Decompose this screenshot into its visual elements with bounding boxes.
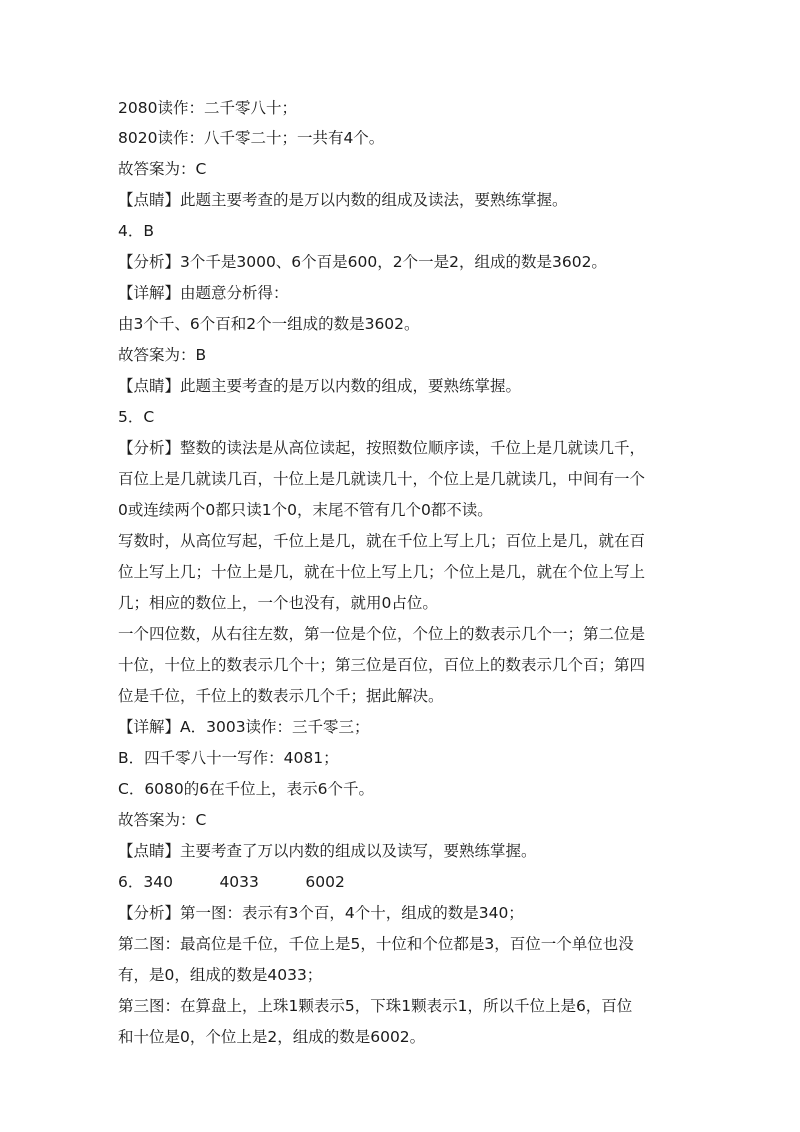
text-line: 2080读作：二千零八十； bbox=[118, 99, 297, 117]
text-line: 位上写上几；十位上是几，就在十位上写上几；个位上是几，就在个位上写上 bbox=[118, 563, 646, 581]
text-line: 4．B bbox=[118, 222, 154, 240]
text-line: 写数时，从高位写起，千位上是几，就在千位上写上几；百位上是几，就在百 bbox=[118, 532, 646, 550]
text-line: 【点睛】此题主要考查的是万以内数的组成，要熟练掌握。 bbox=[118, 377, 522, 395]
text-line: 故答案为：C bbox=[118, 811, 207, 829]
text-line: 【分析】3个千是3000、6个百是600，2个一是2，组成的数是3602。 bbox=[118, 253, 607, 271]
text-line: 【分析】第一图：表示有3个百，4个十，组成的数是340； bbox=[118, 904, 524, 922]
text-line: 第三图：在算盘上，上珠1颗表示5，下珠1颗表示1，所以千位上是6，百位 bbox=[118, 997, 633, 1015]
text-line: 第二图：最高位是千位，千位上是5，十位和个位都是3，百位一个单位也没 bbox=[118, 935, 634, 953]
text-line: 由3个千、6个百和2个一组成的数是3602。 bbox=[118, 315, 420, 333]
text-line: 0或连续两个0都只读1个0，末尾不管有几个0都不读。 bbox=[118, 501, 493, 519]
text-line: 5．C bbox=[118, 408, 155, 426]
text-line: 十位，十位上的数表示几个十；第三位是百位，百位上的数表示几个百；第四 bbox=[118, 656, 646, 674]
text-line: 故答案为：B bbox=[118, 346, 207, 364]
text-line: B．四千零八十一写作：4081； bbox=[118, 749, 339, 767]
text-line: 几；相应的数位上，一个也没有，就用0占位。 bbox=[118, 594, 438, 612]
text-line: 故答案为：C bbox=[118, 160, 207, 178]
text-line: 【点睛】此题主要考查的是万以内数的组成及读法，要熟练掌握。 bbox=[118, 191, 568, 209]
text-line: 一个四位数，从右往左数，第一位是个位，个位上的数表示几个一；第二位是 bbox=[118, 625, 646, 643]
text-line: 百位上是几就读几百，十位上是几就读几十，个位上是几就读几，中间有一个 bbox=[118, 470, 646, 488]
text-line: 位是千位，千位上的数表示几个千；据此解决。 bbox=[118, 687, 444, 705]
text-line: 【分析】整数的读法是从高位读起，按照数位顺序读，千位上是几就读几千， bbox=[118, 439, 646, 457]
text-line: 【详解】A．3003读作：三千零三； bbox=[118, 718, 370, 736]
text-line: 【点睛】主要考查了万以内数的组成以及读写，要熟练掌握。 bbox=[118, 842, 537, 860]
text-line: C．6080的6在千位上，表示6个千。 bbox=[118, 780, 374, 798]
text-line: 【详解】由题意分析得： bbox=[118, 284, 289, 302]
text-line: 8020读作：八千零二十；一共有4个。 bbox=[118, 129, 385, 147]
text-line: 和十位是0，个位上是2，组成的数是6002。 bbox=[118, 1028, 426, 1046]
text-line: 6．340 4033 6002 bbox=[118, 873, 345, 891]
text-line: 有，是0，组成的数是4033； bbox=[118, 966, 323, 984]
